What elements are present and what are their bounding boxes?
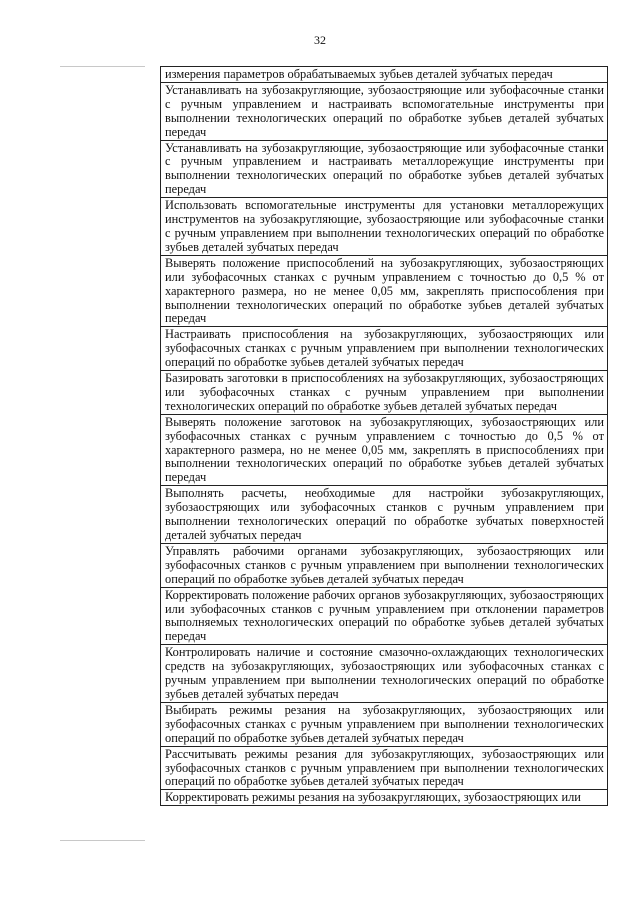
- margin-rule-bottom: [60, 840, 145, 841]
- table-row: Рассчитывать режимы резания для зубозакругляющих, зубозаостряющих или зубофасочных станков с ручным управлением при выполнении технологических операций по обработке зубьев деталей зубчатых передач: [161, 747, 607, 791]
- table-row: Настраивать приспособления на зубозакругляющих, зубозаостряющих или зубофасочных станках с ручным управлением при выполнении технологических операций по обработке зубьев деталей зубчатых передач: [161, 327, 607, 371]
- table-row: Использовать вспомогательные инструменты для установки металлорежущих инструментов на зубозакругляющие, зубозаостряющие или зубофасочные станки с ручным управлением при выполнении технологических операций по обработке зубьев деталей зубчатых передач: [161, 198, 607, 256]
- table-row: Выверять положение заготовок на зубозакругляющих, зубозаостряющих или зубофасочных станках с ручным управлением с точностью до 0,5 % от характерного размера, но не менее 0,05 мм, закреплять в приспособлениях при выполнении технологических операций по обработке зубьев деталей зубчатых передач: [161, 415, 607, 487]
- page-number: 32: [314, 33, 326, 47]
- skills-table: [160, 66, 608, 806]
- table-row: Выбирать режимы резания на зубозакругляющих, зубозаостряющих или зубофасочных станках с ручным управлением при выполнении технологических операций по обработке зубьев деталей зубчатых передач: [161, 703, 607, 747]
- table-row: Устанавливать на зубозакругляющие, зубозаостряющие или зубофасочные станки с ручным управлением и настраивать вспомогательные инструменты при выполнении технологических операций по обработке зубьев деталей зубчатых передач: [161, 83, 607, 141]
- margin-rule-top: [60, 66, 145, 67]
- table-row: Контролировать наличие и состояние смазочно-охлаждающих технологических средств на зубозакругляющих, зубозаостряющих или зубофасочных станках с ручным управлением при выполнении технологических операций по обработке зубьев деталей зубчатых передач: [161, 645, 607, 703]
- table-row: Корректировать режимы резания на зубозакругляющих, зубозаостряющих или: [161, 790, 607, 806]
- table-row: Управлять рабочими органами зубозакругляющих, зубозаостряющих или зубофасочных станков с ручным управлением при выполнении технологических операций по обработке зубьев деталей зубчатых передач: [161, 544, 607, 588]
- table-row: Устанавливать на зубозакругляющие, зубозаостряющие или зубофасочные станки с ручным управлением и настраивать металлорежущие инструменты при выполнении технологических операций по обработке зубьев деталей зубчатых передач: [161, 141, 607, 199]
- table-row: Базировать заготовки в приспособлениях на зубозакругляющих, зубозаостряющих или зубофасочных станках с ручным управлением при выполнении технологических операций по обработке зубьев деталей зубчатых передач: [161, 371, 607, 415]
- table-row: Корректировать положение рабочих органов зубозакругляющих, зубозаостряющих или зубофасочных станков с ручным управлением при отклонении параметров выполняемых технологических операций по обработке зубьев деталей зубчатых передач: [161, 588, 607, 646]
- table-row: Выполнять расчеты, необходимые для настройки зубозакругляющих, зубозаостряющих или зубофасочных станков с ручным управлением при выполнении технологических операций по обработке зубчатых поверхностей деталей зубчатых передач: [161, 486, 607, 544]
- table-row: измерения параметров обрабатываемых зубьев деталей зубчатых передач: [161, 66, 607, 83]
- table-row: Выверять положение приспособлений на зубозакругляющих, зубозаостряющих или зубофасочных станках с ручным управлением с точностью до 0,5 % от характерного размера, но не менее 0,05 мм, закреплять приспособления при выполнении технологических операций по обработке зубьев деталей зубчатых передач: [161, 256, 607, 328]
